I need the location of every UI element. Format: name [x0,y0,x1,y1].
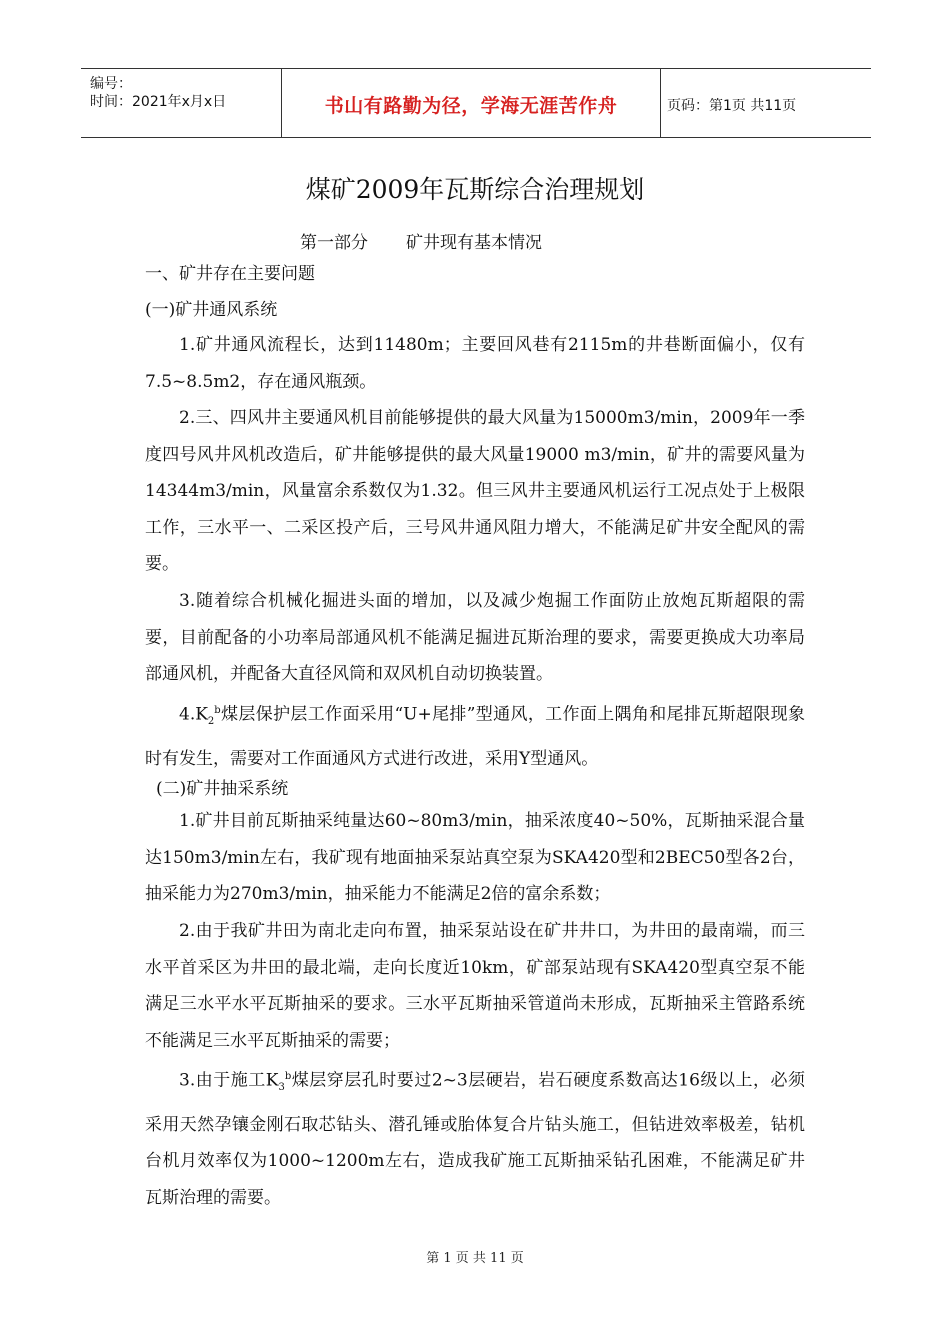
part-title: 矿井现有基本情况 [406,233,542,253]
part-label: 第一部分 [300,233,368,253]
page-footer: 第 1 页 共 11 页 [426,1251,524,1266]
page-info: 页码：第1页 共11页 [667,98,797,114]
paragraph-4: $4.K_2^b$煤层保护层工作面采用“U+尾排”型通风，工作面上隅角和尾排瓦斯超限现象时有发生，需要对工作面通风方式进行改进，采用Y型通风。 [145,704,805,769]
header-motto-cell [281,69,661,137]
document-header [81,68,871,138]
paragraph-7: 3.由于施工$K_3^b$煤层穿层孔时要过2~3层硬岩，岩石硬度系数高达16级以上，必须采用天然孕镶金刚石取芯钻头、潜孔锤或胎体复合片钻头施工，但钻进效率极差，钻机台机月效率仅为1000~1200m左右，造成我矿施工瓦斯抽采钻孔困难，不能满足矿井瓦斯治理的需要。 [145,1070,805,1208]
paragraph-6: 2.由于我矿井田为南北走向布置，抽采泵站设在矿井井口，为井田的最南端，而三水平首采区为井田的最北端，走向长度近10km，矿部泵站现有SKA420型真空泵不能满足三水平水平瓦斯抽采的要求。三水平瓦斯抽采管道尚未形成，瓦斯抽采主管路系统不能满足三水平瓦斯抽采的需要； [145,921,805,1051]
date-label: 时间：2021年x月x日 [90,94,227,110]
document-title: 煤矿2009年瓦斯综合治理规划 [305,175,645,204]
number-label: 编号： [90,76,132,92]
paragraph-5: 1.矿井目前瓦斯抽采纯量达60~80m3/min，抽采浓度40~50%，瓦斯抽采混合量达150m3/min左右，我矿现有地面抽采泵站真空泵为SKA420型和2BEC50型各2台，抽采能力为270m3/min，抽采能力不能满足2倍的富余系数； [145,811,805,905]
subsection-heading-1: (一)矿井通风系统 [145,300,278,320]
header-page-cell [661,69,871,137]
part-heading [300,228,542,253]
paragraph-3: 3.随着综合机械化掘进头面的增加，以及减少炮掘工作面防止放炮瓦斯超限的需要，目前配备的小功率局部通风机不能满足掘进瓦斯治理的要求，需要更换成大功率局部通风机，并配备大直径风筒和双风机自动切换装置。 [145,591,805,685]
motto-text: 书山有路勤为径，学海无涯苦作舟 [324,95,618,117]
header-left-cell [81,69,281,137]
subsection-heading-2: (二)矿井抽采系统 [156,779,289,799]
paragraph-2: 2.三、四风井主要通风机目前能够提供的最大风量为15000m3/min，2009年一季度四号风井风机改造后，矿井能够提供的最大风量19000 m3/min，矿井的需要风量为14344m3/min，风量富余系数仅为1.32。但三风井主要通风机运行工况点处于上极限工作，三水平一、二采区投产后，三号风井通风阻力增大，不能满足矿井安全配风的需要。 [145,408,805,575]
section-heading-1: 一、矿井存在主要问题 [145,264,315,284]
paragraph-1: 1.矿井通风流程长，达到11480m；主要回风巷有2115m的井巷断面偏小，仅有7.5~8.5m2，存在通风瓶颈。 [145,335,805,392]
